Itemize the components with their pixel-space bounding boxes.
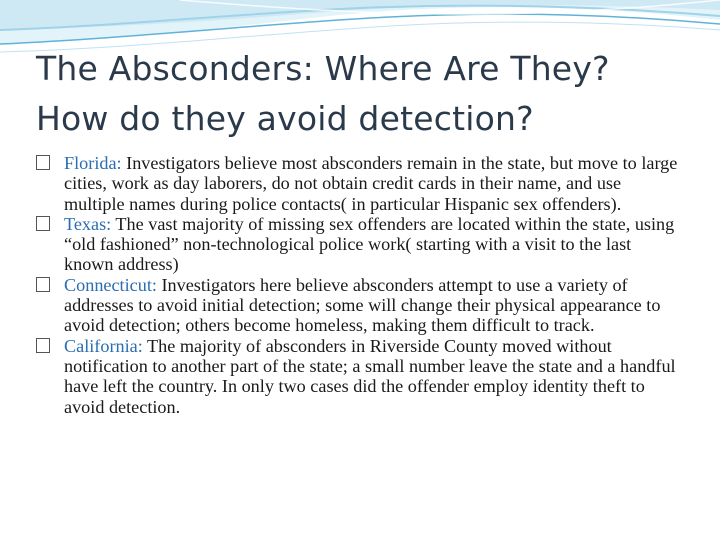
slide-title-line-1: The Absconders: Where Are They?: [36, 49, 610, 88]
slide-title-line-2: How do they avoid detection?: [36, 99, 534, 138]
bullet-list: [36, 153, 684, 417]
state-label-texas: Texas:: [64, 213, 112, 234]
bullet-florida: [36, 153, 684, 214]
square-bullet-icon: [36, 338, 50, 353]
bullet-texas: [36, 214, 684, 275]
state-label-california: California:: [64, 335, 143, 356]
bullet-text-florida: Investigators believe most absconders remain in the state, but move to large cities, work as day laborers, do not obtain credit cards in their name, and use multiple names during police contacts( in particular Hispanic sex offenders).: [64, 153, 678, 214]
bullet-california: [36, 336, 684, 417]
square-bullet-icon: [36, 277, 50, 292]
state-label-florida: Florida:: [64, 153, 122, 173]
state-label-connecticut: Connecticut:: [64, 274, 157, 295]
square-bullet-icon: [36, 155, 50, 170]
bullet-text-california: The majority of absconders in Riverside County moved without notification to another part of the state; a small number leave the state and a handful have left the country. In only two cases did the offender employ identity theft to avoid detection.: [64, 335, 676, 417]
bullet-text-connecticut: Investigators here believe absconders attempt to use a variety of addresses to avoid initial detection; some will change their physical appearance to avoid detection; others become homeless, making them difficult to track.: [64, 274, 661, 336]
slide-title: [36, 44, 696, 144]
bullet-text-texas: The vast majority of missing sex offenders are located within the state, using “old fashioned” non-technological police work( starting with a visit to the last known address): [64, 213, 675, 275]
square-bullet-icon: [36, 216, 50, 231]
bullet-connecticut: [36, 275, 684, 336]
